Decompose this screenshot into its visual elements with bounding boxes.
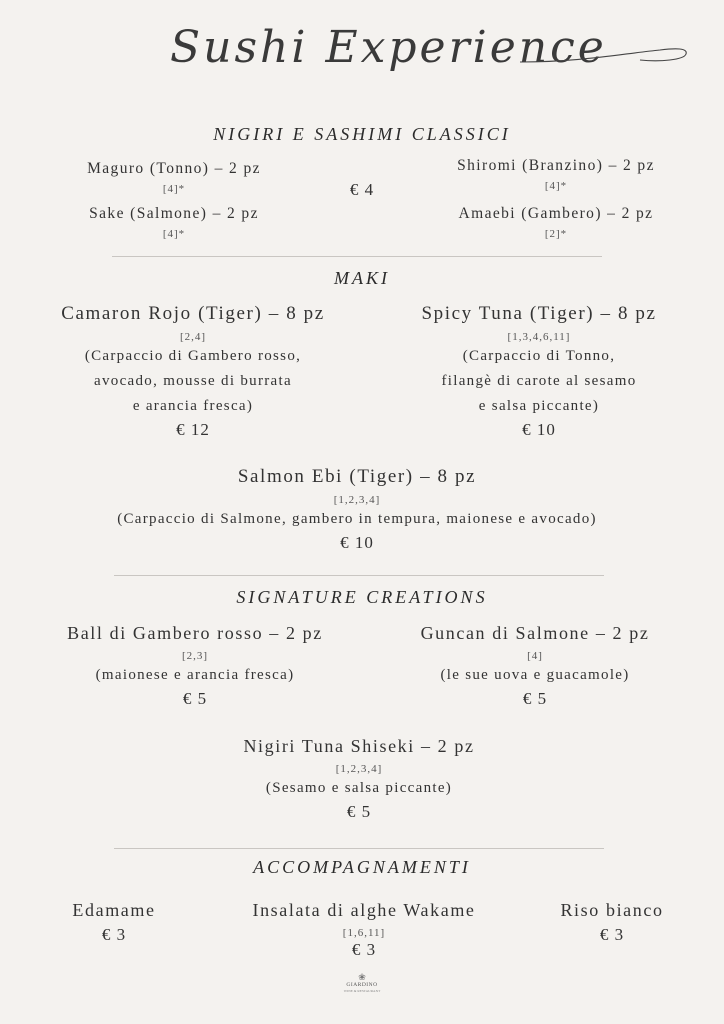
section-divider (112, 256, 602, 257)
maki-item-spicy-tuna (378, 303, 700, 440)
item-price: € 10 (522, 420, 556, 439)
item-desc-line: (Carpaccio di Salmone, gambero in tempura, maionese e avocado) (117, 511, 597, 527)
item-price: € 5 (182, 689, 208, 708)
nigiri-item-maguro (40, 160, 308, 195)
signature-item-ball-gambero (30, 623, 360, 709)
logo-word: GIARDINO (346, 982, 378, 988)
item-desc-line: avocado, mousse di burrata (94, 373, 292, 389)
logo-flower-icon: ❀ (358, 972, 366, 982)
item-name: Salmon Ebi (Tiger) – 8 pz (237, 466, 477, 487)
item-allergens: [2,4] (179, 331, 207, 343)
nigiri-item-amaebi (418, 205, 694, 240)
item-allergens: [4]* (544, 180, 568, 192)
item-price: € 3 (351, 940, 377, 959)
section-title-maki: MAKI (334, 268, 390, 288)
item-desc: (maionese e arancia fresca) (95, 667, 295, 683)
item-allergens: [4] (527, 650, 543, 662)
item-desc-line: filangè di carote al sesamo (441, 373, 637, 389)
signature-item-guncan-salmone (380, 623, 690, 709)
item-name: Shiromi (Branzino) – 2 pz (457, 157, 655, 174)
item-name: Spicy Tuna (Tiger) – 8 pz (421, 303, 657, 324)
item-name: Ball di Gambero rosso – 2 pz (67, 623, 323, 643)
item-desc-line: (Carpaccio di Gambero rosso, (84, 348, 302, 364)
item-allergens: [1,3,4,6,11] (507, 331, 571, 343)
item-name: Nigiri Tuna Shiseki – 2 pz (243, 736, 475, 756)
item-name: Maguro (Tonno) – 2 pz (87, 160, 261, 177)
item-allergens: [1,2,3,4] (333, 494, 381, 506)
side-item-riso-bianco (530, 900, 694, 945)
item-price: € 5 (522, 689, 548, 708)
item-allergens: [1,6,11] (342, 927, 386, 939)
section-title-nigiri: NIGIRI E SASHIMI CLASSICI (213, 124, 511, 144)
item-price: € 12 (176, 420, 210, 439)
item-name: Guncan di Salmone – 2 pz (420, 623, 650, 643)
item-name: Riso bianco (560, 900, 664, 920)
logo-subtitle: WINE & RESTAURANT (343, 989, 381, 993)
item-price: € 3 (599, 925, 625, 944)
item-name: Camaron Rojo (Tiger) – 8 pz (61, 303, 325, 324)
item-price: € 3 (101, 925, 127, 944)
nigiri-price (310, 180, 414, 200)
signature-item-nigiri-tuna-shiseki (0, 736, 718, 822)
item-desc: (Sesamo e salsa piccante) (265, 780, 453, 796)
title-flourish (0, 10, 724, 90)
section-title-sides: ACCOMPAGNAMENTI (253, 857, 471, 877)
item-allergens: [4]* (162, 228, 186, 240)
maki-item-camaron-rojo (20, 303, 366, 440)
side-item-edamame (30, 900, 198, 945)
restaurant-logo (342, 972, 382, 998)
item-allergens: [2,3] (181, 650, 209, 662)
nigiri-item-shiromi (418, 157, 694, 192)
section-divider (114, 575, 604, 576)
item-desc-line: e salsa piccante) (478, 398, 600, 414)
item-desc-line: e arancia fresca) (132, 398, 254, 414)
menu-title-text: Sushi Experience (170, 22, 607, 73)
item-price: € 5 (346, 802, 372, 821)
nigiri-item-sake (40, 205, 308, 240)
item-name: Sake (Salmone) – 2 pz (89, 205, 259, 222)
item-allergens: [2]* (544, 228, 568, 240)
item-allergens: [1,2,3,4] (335, 763, 383, 775)
item-price: € 10 (340, 533, 374, 552)
side-item-insalata-wakame (214, 900, 514, 960)
item-name: Insalata di alghe Wakame (252, 900, 476, 920)
item-allergens: [4]* (162, 183, 186, 195)
item-desc-line: (Carpaccio di Tonno, (462, 348, 616, 364)
section-divider (114, 848, 604, 849)
item-name: Edamame (72, 900, 156, 920)
item-name: Amaebi (Gambero) – 2 pz (458, 205, 654, 222)
item-price: € 4 (349, 180, 375, 199)
item-desc: (le sue uova e guacamole) (440, 667, 630, 683)
maki-item-salmon-ebi (0, 466, 714, 553)
menu-title (0, 10, 724, 90)
section-title-signature: SIGNATURE CREATIONS (236, 587, 488, 607)
